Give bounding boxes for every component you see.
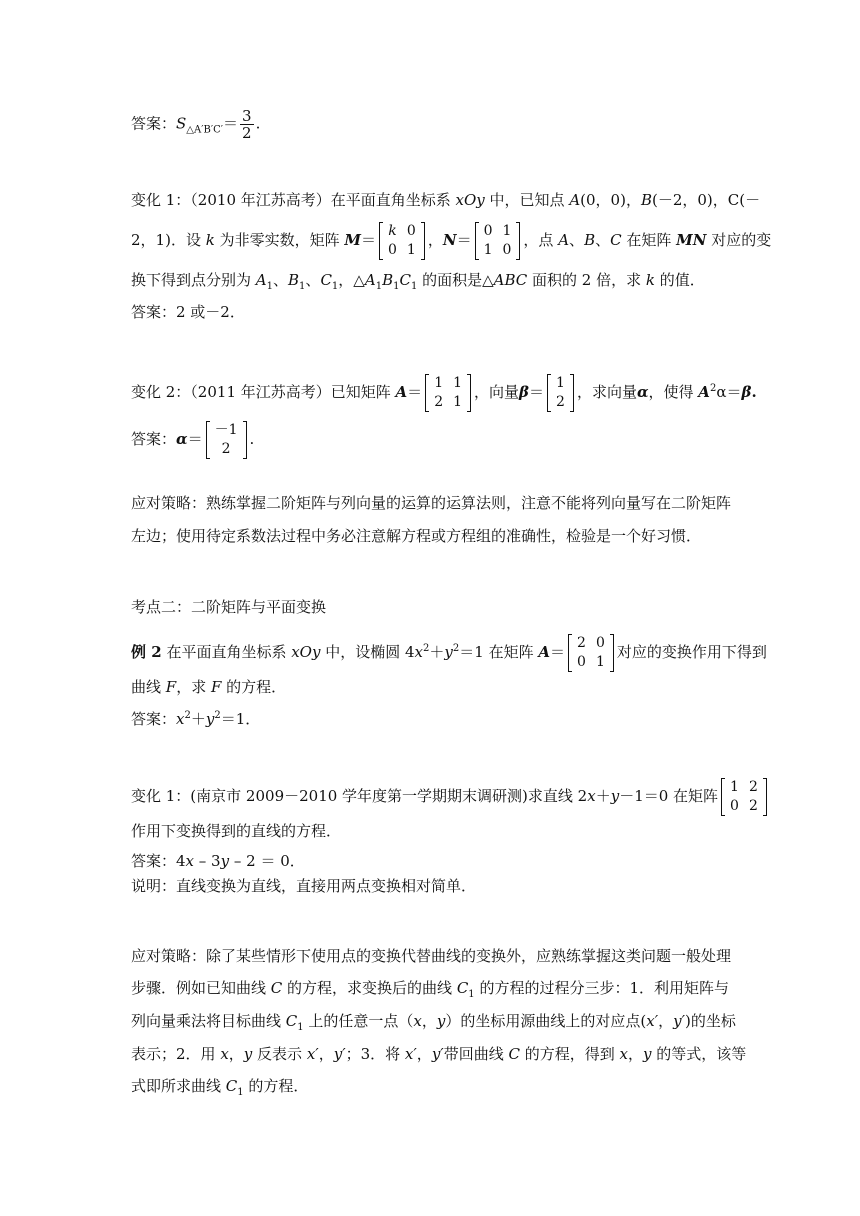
variation2-answer: 答案：α＝ －1 2 . xyxy=(131,422,255,457)
matrix-v3: 1 2 0 2 xyxy=(721,778,767,816)
strategy2-line4: 表示；2．用 x，y 反表示 x′，y′；3．将 x′，y′带回曲线 C 的方程，得到 x，y 的等式，该等 xyxy=(131,1045,747,1063)
strategy2-line5: 式即所求曲线 $C_1$ 的方程． xyxy=(131,1077,309,1098)
vector-beta: 1 2 xyxy=(547,374,574,412)
matrix-A2: 2 0 0 1 xyxy=(568,634,614,672)
variation3-note: 说明：直线变换为直线，直接用两点变换相对简单． xyxy=(131,877,477,895)
variation1-line1: 变化 1：（2010 年江苏高考）在平面直角坐标系 xOy 中，已知点 A(0，0)，B(－2，0)，C(－ xyxy=(131,191,761,209)
example2-answer: 答案：$x^2+y^2=1$． xyxy=(131,710,261,728)
example2-line1: 例 2 在平面直角坐标系 xOy 中，设椭圆 $4x^2+y^2=1$ 在矩阵 A＝ 2 0 0 1 对应的变换作用下得到 xyxy=(131,635,767,670)
variation3-line2: 作用下变换得到的直线的方程． xyxy=(131,822,342,840)
answer-area: 答案：$S_{\triangle A'B'C'}=$ $\frac{3}{2}$ . xyxy=(131,107,261,142)
variation2-line: 变化 2：（2011 年江苏高考）已知矩阵 A＝ 1 1 2 1 ，向量β＝ 1 2 ，求向量α，使得 $A^2\alpha=\beta$. xyxy=(131,375,757,410)
strategy1-line2: 左边；使用待定系数法过程中务必注意解方程或方程组的准确性，检验是一个好习惯． xyxy=(131,527,702,545)
matrix-N: 0 1 1 0 xyxy=(475,222,521,260)
vector-alpha: －1 2 xyxy=(206,421,247,459)
variation1-line2: 2，1)．设 k 为非零实数，矩阵 M＝ k 0 0 1 ，N＝ 0 1 1 0 ，点 A、B、C 在矩阵 MN 对应的变 xyxy=(131,223,772,258)
variation1-line3: 换下得到点分别为 $A_1$、$B_1$、$C_1$，$\triangle A_1B_1C_1$ 的面积是△ABC 面积的 2 倍，求 k 的值． xyxy=(131,271,705,292)
strategy2-line3: 列向量乘法将目标曲线 $C_1$ 上的任意一点（x，y）的坐标用源曲线上的对应点(x′，y′)的坐标 xyxy=(131,1012,736,1033)
variation1-answer: 答案：2 或－2． xyxy=(131,303,245,321)
variation3-line1: 变化 1：(南京市 2009－2010 学年度第一学期期末调研测)求直线 2x＋y－1＝0 在矩阵 1 2 0 2 xyxy=(131,778,770,816)
example2-line2: 曲线 F，求 F 的方程． xyxy=(131,678,287,696)
answer-label: 答案： xyxy=(131,114,177,133)
strategy1-line1: 应对策略：熟练掌握二阶矩阵与列向量的运算的运算法则，注意不能将列向量写在二阶矩阵 xyxy=(131,494,732,512)
matrix-A: 1 1 2 1 xyxy=(425,374,471,412)
section-title: 考点二：二阶矩阵与平面变换 xyxy=(131,598,327,616)
fraction: $\frac{3}{2}$ xyxy=(242,107,252,142)
variation3-answer: 答案：4x – 3y – 2 ＝ 0． xyxy=(131,852,305,870)
strategy2-line2: 步骤．例如已知曲线 C 的方程，求变换后的曲线 $C_1$ 的方程的过程分三步：1．利用矩阵与 xyxy=(131,979,729,1000)
strategy2-line1: 应对策略：除了某些情形下使用点的变换代替曲线的变换外，应熟练掌握这类问题一般处理 xyxy=(131,947,732,965)
matrix-M: k 0 0 1 xyxy=(379,222,425,260)
